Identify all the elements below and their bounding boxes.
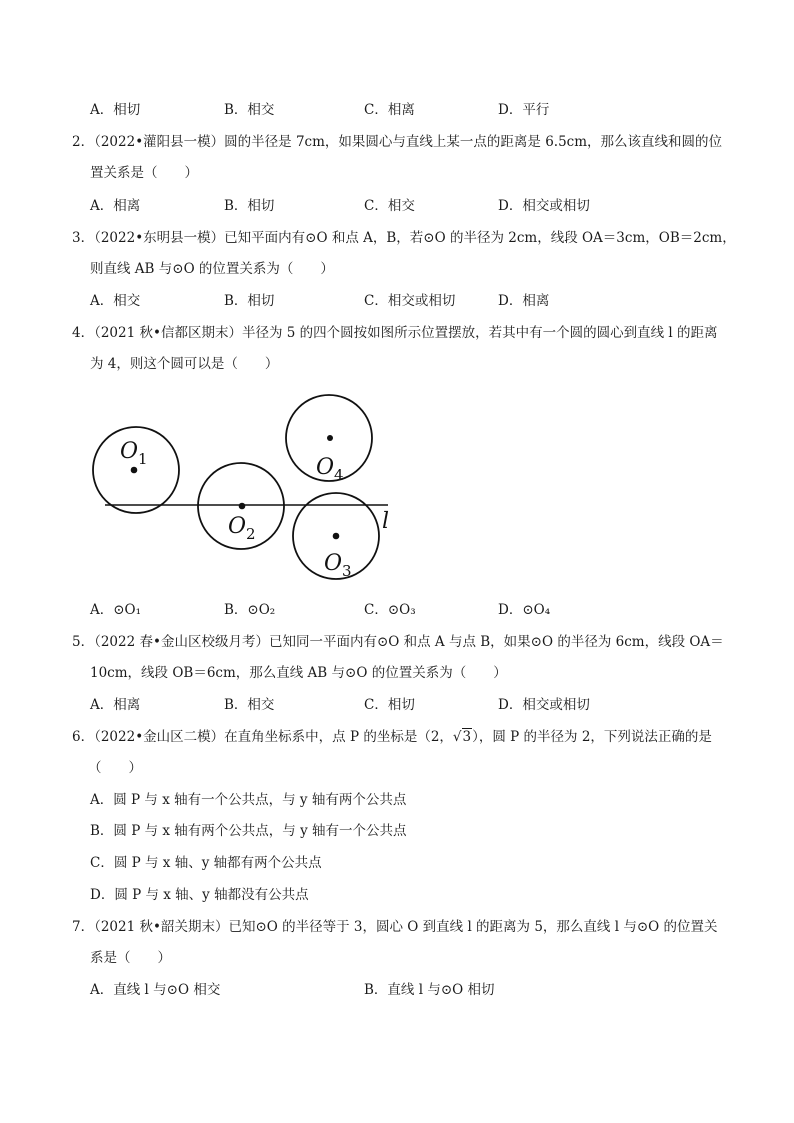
q3-option-d: D．相离	[498, 293, 550, 309]
q2-option-a: A．相离	[90, 198, 141, 214]
label-line-l: l	[382, 509, 390, 534]
q2-text-line2: 置关系是（ ）	[90, 165, 198, 181]
q1-option-a: A．相切	[90, 102, 141, 118]
q5-text-line2: 10cm，线段 OB＝6cm，那么直线 AB 与⊙O 的位置关系为（ ）	[90, 665, 507, 681]
q5-option-a: A．相离	[90, 697, 141, 713]
q7-option-a: A．直线 l 与⊙O 相交	[90, 982, 221, 998]
q3-option-a: A．相交	[90, 293, 141, 309]
q7-option-b: B．直线 l 与⊙O 相切	[364, 982, 495, 998]
q5-option-c: C．相切	[364, 697, 415, 713]
sqrt-expression: √3	[452, 729, 472, 745]
q2-option-d: D．相交或相切	[498, 198, 590, 214]
label-o4: $O_4$	[316, 455, 344, 484]
center-o4	[327, 435, 333, 441]
q4-option-d: D．⊙O₄	[498, 602, 551, 618]
q4-option-a: A．⊙O₁	[90, 602, 142, 618]
q6-option-c: C．圆 P 与 x 轴、y 轴都有两个公共点	[90, 855, 322, 871]
q2-text-line1: 2．（2022•灌阳县一模）圆的半径是 7cm，如果圆心与直线上某一点的距离是 6.5cm，那么该直线和圆的位	[72, 134, 723, 150]
q4-option-b: B．⊙O₂	[224, 602, 276, 618]
q6-text-part1: 6．（2022•金山区二模）在直角坐标系中，点 P 的坐标是（2，	[72, 729, 453, 745]
q2-option-c: C．相交	[364, 198, 415, 214]
label-o3: $O_3$	[324, 551, 352, 580]
q4-option-c: C．⊙O₃	[364, 602, 416, 618]
sqrt-radicand: 3	[462, 729, 472, 745]
q3-text-line2: 则直线 AB 与⊙O 的位置关系为（ ）	[90, 261, 334, 277]
q6-text-line2: （ ）	[88, 760, 142, 776]
q1-option-c: C．相离	[364, 102, 415, 118]
q4-text-line2: 为 4，则这个圆可以是（ ）	[90, 356, 279, 372]
label-o1: $O_1$	[120, 439, 148, 468]
q5-option-b: B．相交	[224, 697, 275, 713]
q1-option-b: B．相交	[224, 102, 275, 118]
q7-text-line1: 7．（2021 秋•韶关期末）已知⊙O 的半径等于 3，圆心 O 到直线 l 的距离为 5，那么直线 l 与⊙O 的位置关	[72, 919, 718, 935]
q6-text-part2: ），圆 P 的半径为 2，下列说法正确的是	[472, 729, 712, 745]
q4-circles-figure	[80, 388, 400, 588]
center-o3	[333, 533, 340, 540]
q5-option-d: D．相交或相切	[498, 697, 590, 713]
q3-option-b: B．相切	[224, 293, 275, 309]
q1-option-d: D．平行	[498, 102, 550, 118]
center-o1	[131, 467, 138, 474]
center-o2	[239, 503, 246, 510]
q6-option-a: A．圆 P 与 x 轴有一个公共点，与 y 轴有两个公共点	[90, 792, 407, 808]
q4-text-line1: 4．（2021 秋•信都区期末）半径为 5 的四个圆按如图所示位置摆放，若其中有一个圆的圆心到直线 l 的距离	[72, 325, 718, 341]
label-o2: $O_2$	[228, 514, 256, 543]
q7-text-line2: 系是（ ）	[90, 950, 171, 966]
q6-option-d: D．圆 P 与 x 轴、y 轴都没有公共点	[90, 887, 309, 903]
q5-text-line1: 5．（2022 春•金山区校级月考）已知同一平面内有⊙O 和点 A 与点 B，如果⊙O 的半径为 6cm，线段 OA＝	[72, 634, 724, 650]
q2-option-b: B．相切	[224, 198, 275, 214]
q3-option-c: C．相交或相切	[364, 293, 456, 309]
q3-text-line1: 3．（2022•东明县一模）已知平面内有⊙O 和点 A，B，若⊙O 的半径为 2cm，线段 OA＝3cm，OB＝2cm，	[72, 230, 736, 246]
q6-text-line1	[72, 727, 712, 747]
q6-option-b: B．圆 P 与 x 轴有两个公共点，与 y 轴有一个公共点	[90, 823, 407, 839]
